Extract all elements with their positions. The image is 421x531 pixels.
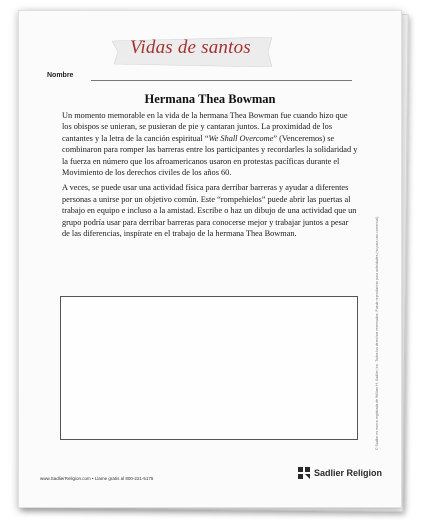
banner-title: Vidas de santos [130,37,251,58]
sadlier-logo [298,466,383,482]
name-label: Nombre [47,72,74,79]
footer-contact: www.SadlierReligion.com • Llame gratis al 800-221-5175 [40,476,154,481]
page-title: Hermana Thea Bowman [144,92,276,106]
copyright-text: © Sadlier es marca registrada de William H. Sadlier, Inc. Todos los derechos reservados. Puede reproducirse para actividades (no para uso comercial). [375,215,379,450]
name-field[interactable] [47,72,352,84]
name-line[interactable] [91,80,352,81]
answer-box[interactable] [60,296,358,440]
paragraph-1-part-2: ” (Venceremos) se combinaron para romper las barreras entre los participantes y recordarles la solidaridad y la fuerza en número que los afroamericanos usaron en protestas pacíficas durante el Movimiento de los derechos civiles de los años 60. [62,133,358,178]
body-text [62,110,358,243]
paragraph-2: A veces, se puede usar una actividad física para derribar barreras y ayudar a diferentes personas a unirse por un objetivo común. Este “rompehielos” puede abrir las puertas al trabajo en equipo e incluso a la amistad. Escribe o haz un dibujo de una actividad que un grupo podría usar para derribar barreras para conocerse mejor y trabajar juntos a pesar de las diferencias, inspírate en el trabajo de la hermana Thea Bowman. [62,183,357,239]
copyright-sidebar [365,110,379,450]
logo-text: Sadlier Religion [314,468,383,478]
paragraph-1-part-1: Un momento memorable en la vida de la hermana Thea Bowman fue cuando hizo que los obispos se unieran, se pusieran de pie y cantaran juntos. La proximidad de los cantantes y la letra de la canción espiritual “ [62,111,348,143]
paragraph-1 [62,110,358,178]
song-title: We Shall Overcome [208,133,274,143]
sadlier-logo-icon [298,467,311,480]
